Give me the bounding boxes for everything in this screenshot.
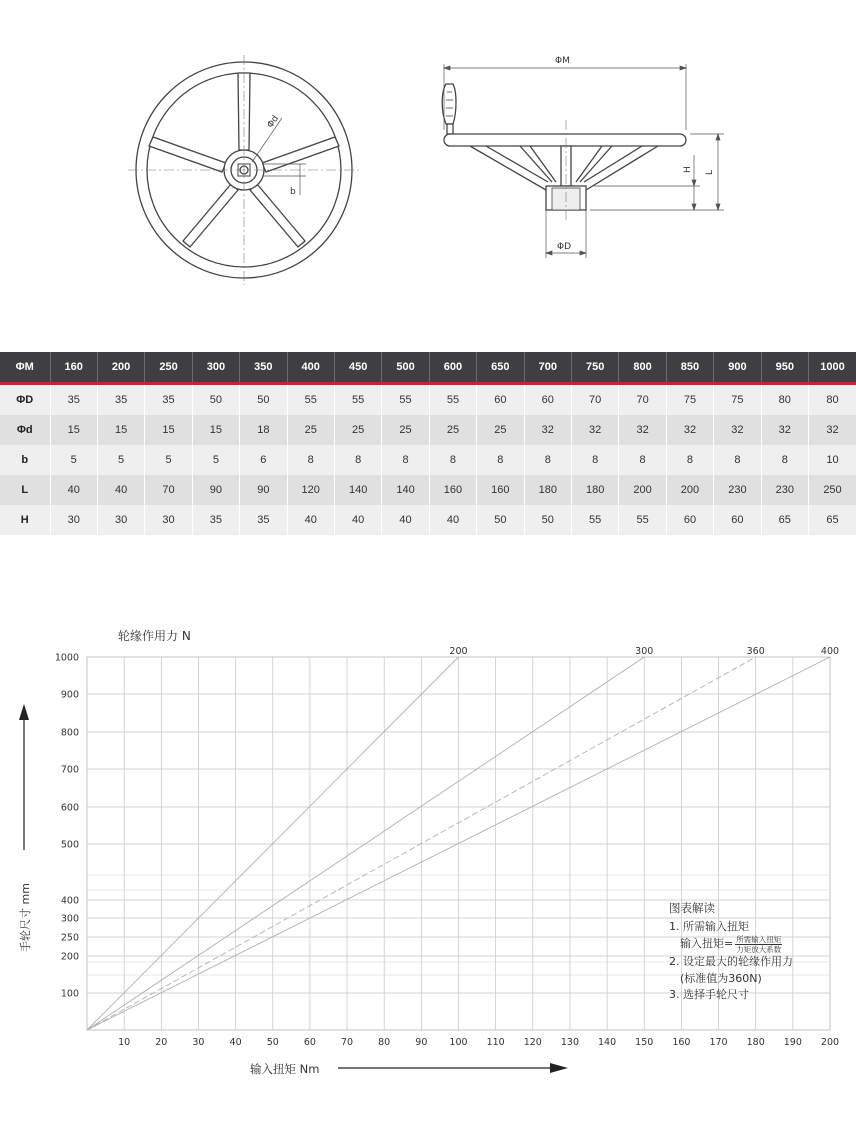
- explanation-item-1: 1. 所需输入扭矩: [669, 919, 749, 933]
- table-cell: 25: [334, 415, 381, 445]
- chart-title: 轮缘作用力 N: [118, 629, 191, 643]
- table-cell: 32: [714, 415, 761, 445]
- x-tick-label: 140: [598, 1037, 617, 1048]
- explanation-item-2-note: (标准值为360N): [680, 971, 762, 985]
- y-axis-arrow: [19, 704, 29, 850]
- y-tick-label: 300: [60, 913, 79, 925]
- table-cell: 200: [666, 475, 713, 505]
- table-header-row: [0, 352, 856, 384]
- table-cell: 32: [761, 415, 808, 445]
- table-cell: 40: [287, 505, 334, 535]
- table-cell: 50: [477, 505, 524, 535]
- table-cell: 65: [761, 505, 808, 535]
- table-cell: 15: [192, 415, 239, 445]
- table-cell: 30: [50, 505, 97, 535]
- x-tick-label: 150: [635, 1037, 654, 1048]
- y-tick-label: 1000: [54, 652, 79, 664]
- table-cell: 160: [429, 475, 476, 505]
- table-cell: 70: [571, 384, 618, 416]
- table-cell: 160: [477, 475, 524, 505]
- table-cell: 50: [192, 384, 239, 416]
- x-tick-label: 110: [486, 1037, 505, 1048]
- x-tick-label: 10: [118, 1037, 131, 1048]
- table-row: [0, 505, 856, 535]
- formula-numerator: 所需输入扭矩: [736, 935, 782, 944]
- table-cell: 90: [240, 475, 287, 505]
- series-line-300: [87, 657, 644, 1030]
- H-label: H: [683, 166, 693, 173]
- torque-chart: [0, 600, 856, 1100]
- table-cell: 8: [334, 445, 381, 475]
- front-view: [128, 55, 360, 285]
- table-cell: 80: [761, 384, 808, 416]
- formula-fraction: [735, 935, 782, 954]
- table-cell: 8: [666, 445, 713, 475]
- table-cell: 60: [477, 384, 524, 416]
- table-cell: 8: [477, 445, 524, 475]
- x-tick-label: 130: [560, 1037, 580, 1048]
- table-cell: 120: [287, 475, 334, 505]
- table-cell: 15: [50, 415, 97, 445]
- table-cell: 25: [477, 415, 524, 445]
- table-header-cell: 160: [50, 352, 97, 384]
- table-header-cell: 800: [619, 352, 666, 384]
- explanation-title: 图表解读: [669, 901, 715, 915]
- table-cell: 55: [571, 505, 618, 535]
- x-tick-label: 200: [820, 1037, 840, 1048]
- y-tick-label: 250: [60, 932, 79, 944]
- table-row: [0, 445, 856, 475]
- table-cell: 55: [287, 384, 334, 416]
- spec-table: [0, 352, 856, 535]
- explanation-item-3: 3. 选择手轮尺寸: [669, 988, 749, 1001]
- table-cell: 5: [145, 445, 192, 475]
- table-header-cell: 350: [240, 352, 287, 384]
- phi-d-label: Φd: [265, 113, 282, 131]
- x-axis-arrow: [338, 1063, 568, 1073]
- x-tick-label: 60: [303, 1037, 316, 1048]
- table-cell: 60: [666, 505, 713, 535]
- table-cell: 75: [714, 384, 761, 416]
- table-cell: 40: [334, 505, 381, 535]
- table-cell: 8: [429, 445, 476, 475]
- table-cell: 8: [382, 445, 429, 475]
- table-cell: 35: [240, 505, 287, 535]
- table-cell: 55: [382, 384, 429, 416]
- side-view: [442, 84, 686, 220]
- phi-M-label: ΦM: [555, 56, 570, 66]
- chart-explanation: [669, 900, 793, 1004]
- table-cell: 32: [619, 415, 666, 445]
- table-cell: 18: [240, 415, 287, 445]
- y-tick-label: 500: [60, 839, 79, 851]
- table-cell: 55: [429, 384, 476, 416]
- table-header-cell: 700: [524, 352, 571, 384]
- table-cell: 25: [382, 415, 429, 445]
- table-cell: 50: [524, 505, 571, 535]
- table-cell: 40: [50, 475, 97, 505]
- table-cell: 75: [666, 384, 713, 416]
- table-cell: 250: [809, 475, 856, 505]
- table-cell: 35: [192, 505, 239, 535]
- table-cell: 30: [145, 505, 192, 535]
- table-header-cell: 1000: [809, 352, 856, 384]
- handwheel-drawing: [0, 0, 856, 300]
- y-tick-label: 100: [60, 988, 79, 1000]
- table-cell: 140: [382, 475, 429, 505]
- table-header-cell: 500: [382, 352, 429, 384]
- series-label-400: 400: [820, 646, 840, 657]
- x-tick-label: 90: [415, 1037, 428, 1048]
- table-cell: 80: [809, 384, 856, 416]
- series-label-360: 360: [746, 646, 765, 657]
- table-cell: 32: [666, 415, 713, 445]
- table-header-cell: 900: [714, 352, 761, 384]
- table-row: [0, 384, 856, 416]
- explanation-item-2: 2. 设定最大的轮缘作用力: [669, 955, 793, 968]
- series-label-200: 200: [449, 646, 468, 657]
- table-cell: 25: [287, 415, 334, 445]
- table-header-label: ΦM: [0, 352, 50, 384]
- table-cell: 55: [619, 505, 666, 535]
- y-tick-label: 800: [60, 727, 79, 739]
- table-row-label: Φd: [0, 415, 50, 445]
- table-cell: 40: [97, 475, 144, 505]
- table-cell: 90: [192, 475, 239, 505]
- L-label: L: [705, 169, 715, 175]
- table-cell: 230: [761, 475, 808, 505]
- x-tick-label: 190: [783, 1037, 802, 1048]
- y-tick-label: 900: [60, 689, 79, 701]
- table-header-cell: 450: [334, 352, 381, 384]
- y-tick-label: 200: [60, 951, 79, 963]
- table-cell: 8: [714, 445, 761, 475]
- series-label-300: 300: [635, 646, 654, 657]
- table-row: [0, 415, 856, 445]
- formula-denominator: 力矩放大系数: [736, 945, 782, 954]
- table-cell: 32: [809, 415, 856, 445]
- x-tick-label: 50: [266, 1037, 279, 1048]
- x-tick-label: 180: [746, 1037, 765, 1048]
- table-cell: 200: [619, 475, 666, 505]
- table-row: [0, 475, 856, 505]
- table-cell: 6: [240, 445, 287, 475]
- table-cell: 5: [50, 445, 97, 475]
- table-cell: 55: [334, 384, 381, 416]
- b-label: b: [290, 187, 296, 197]
- x-tick-label: 160: [672, 1037, 691, 1048]
- x-tick-label: 70: [341, 1037, 354, 1048]
- x-axis-label: 输入扭矩 Nm: [250, 1062, 320, 1076]
- table-cell: 230: [714, 475, 761, 505]
- table-header-cell: 250: [145, 352, 192, 384]
- table-header-cell: 600: [429, 352, 476, 384]
- table-cell: 35: [97, 384, 144, 416]
- table-cell: 25: [429, 415, 476, 445]
- table-header-cell: 300: [192, 352, 239, 384]
- y-tick-label: 700: [60, 764, 79, 776]
- table-cell: 10: [809, 445, 856, 475]
- table-cell: 60: [714, 505, 761, 535]
- table-header-cell: 750: [571, 352, 618, 384]
- x-tick-label: 120: [523, 1037, 542, 1048]
- table-cell: 8: [524, 445, 571, 475]
- table-cell: 8: [287, 445, 334, 475]
- table-header-cell: 200: [97, 352, 144, 384]
- table-cell: 70: [145, 475, 192, 505]
- table-cell: 180: [524, 475, 571, 505]
- phi-M-dimension: [444, 64, 686, 130]
- table-cell: 32: [524, 415, 571, 445]
- table-row-label: H: [0, 505, 50, 535]
- y-axis-label: 手轮尺寸 mm: [19, 883, 32, 952]
- x-tick-label: 40: [229, 1037, 242, 1048]
- table-cell: 35: [50, 384, 97, 416]
- x-tick-label: 170: [709, 1037, 728, 1048]
- table-cell: 15: [97, 415, 144, 445]
- x-tick-label: 30: [192, 1037, 205, 1048]
- phi-D-label: ΦD: [557, 242, 572, 252]
- y-tick-label: 600: [60, 802, 79, 814]
- formula-label: 输入扭矩=: [680, 937, 734, 951]
- table-cell: 70: [619, 384, 666, 416]
- table-row-label: b: [0, 445, 50, 475]
- table-cell: 50: [240, 384, 287, 416]
- y-tick-label: 400: [60, 895, 79, 907]
- x-tick-label: 100: [449, 1037, 468, 1048]
- table-cell: 30: [97, 505, 144, 535]
- table-header-cell: 850: [666, 352, 713, 384]
- table-header-cell: 400: [287, 352, 334, 384]
- table-cell: 8: [761, 445, 808, 475]
- table-header-cell: 950: [761, 352, 808, 384]
- table-cell: 60: [524, 384, 571, 416]
- table-cell: 15: [145, 415, 192, 445]
- table-header-cell: 650: [477, 352, 524, 384]
- table-row-label: ΦD: [0, 384, 50, 416]
- table-row-label: L: [0, 475, 50, 505]
- table-cell: 8: [619, 445, 666, 475]
- table-cell: 65: [809, 505, 856, 535]
- table-cell: 35: [145, 384, 192, 416]
- table-cell: 180: [571, 475, 618, 505]
- table-cell: 32: [571, 415, 618, 445]
- table-cell: 5: [192, 445, 239, 475]
- explanation-formula: [669, 935, 793, 954]
- x-tick-label: 20: [155, 1037, 168, 1048]
- table-cell: 8: [571, 445, 618, 475]
- table-cell: 140: [334, 475, 381, 505]
- x-tick-label: 80: [378, 1037, 391, 1048]
- table-cell: 40: [382, 505, 429, 535]
- table-cell: 5: [97, 445, 144, 475]
- table-cell: 40: [429, 505, 476, 535]
